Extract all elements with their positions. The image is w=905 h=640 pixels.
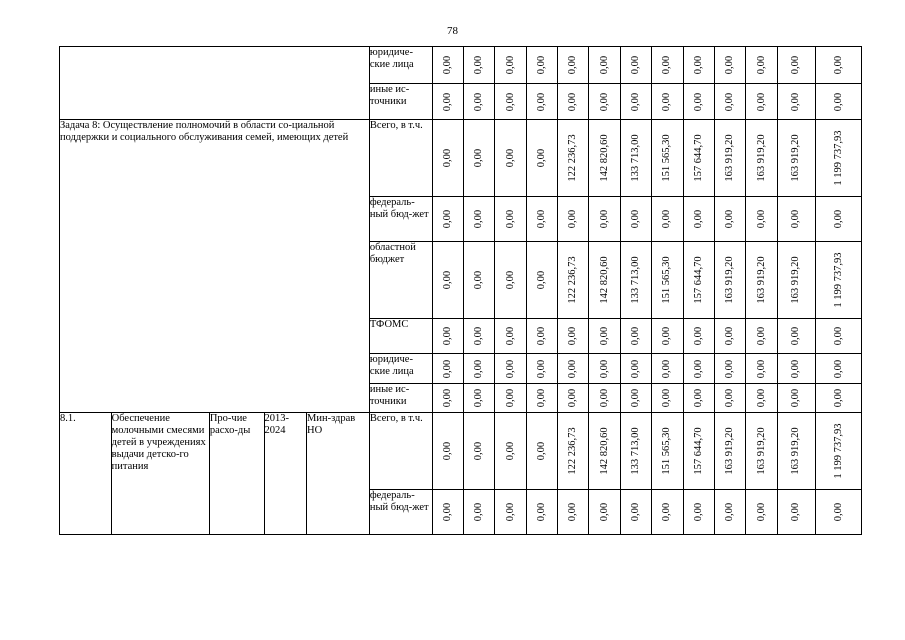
value-cell: [777, 490, 815, 535]
value-cell: [777, 47, 815, 84]
value-cell: [652, 490, 683, 535]
cell-value: 0,00: [630, 502, 642, 522]
value-cell: [526, 47, 557, 84]
value-cell: [463, 319, 494, 354]
value-cell: [652, 197, 683, 242]
cell-value: 163 919,20: [724, 427, 736, 475]
value-cell: [683, 242, 714, 319]
row-label: юридиче-ские лица: [369, 47, 432, 84]
value-cell: [683, 197, 714, 242]
cell-value: 0,00: [790, 502, 802, 522]
value-cell: [683, 319, 714, 354]
value-cell: [652, 354, 683, 384]
cell-value: 0,00: [504, 326, 516, 346]
value-cell: [558, 242, 589, 319]
value-cell: [620, 384, 651, 413]
value-cell: [816, 197, 862, 242]
cell-value: 0,00: [535, 92, 547, 111]
value-cell: [652, 242, 683, 319]
value-cell: [463, 120, 494, 197]
value-cell: [495, 354, 526, 384]
cell-value: 0,00: [473, 270, 485, 290]
cell-value: 122 236,73: [567, 256, 579, 304]
value-cell: [463, 47, 494, 84]
value-cell: [463, 384, 494, 413]
value-cell: [463, 413, 494, 490]
cell-value: 0,00: [832, 502, 844, 522]
value-cell: [558, 490, 589, 535]
cell-value: 0,00: [598, 388, 610, 408]
cell-value: 151 565,30: [661, 427, 673, 475]
value-cell: [683, 120, 714, 197]
cell-value: 0,00: [661, 209, 673, 229]
value-cell: [746, 490, 777, 535]
cell-value: 0,00: [535, 148, 547, 168]
value-cell: [777, 319, 815, 354]
cell-value: 0,00: [567, 209, 579, 229]
cell-value: 133 713,00: [630, 427, 642, 475]
value-cell: [620, 197, 651, 242]
value-cell: [495, 120, 526, 197]
cell-value: 0,00: [473, 388, 485, 408]
cell-value: 0,00: [535, 326, 547, 346]
cell-value: 0,00: [630, 359, 642, 378]
cell-value: 0,00: [755, 55, 767, 75]
cell-value: 0,00: [473, 92, 485, 111]
cell-value: 1 199 737,93: [832, 423, 844, 479]
value-cell: [432, 84, 463, 120]
item-period-cell: 2013-2024: [264, 413, 307, 535]
cell-value: 0,00: [630, 209, 642, 229]
cell-value: 0,00: [504, 502, 516, 522]
value-cell: [746, 197, 777, 242]
cell-value: 0,00: [692, 55, 704, 75]
cell-value: 0,00: [535, 441, 547, 461]
cell-value: 0,00: [661, 502, 673, 522]
cell-value: 0,00: [504, 55, 516, 75]
value-cell: [558, 120, 589, 197]
value-cell: [495, 384, 526, 413]
cell-value: 0,00: [567, 502, 579, 522]
cell-value: 0,00: [724, 92, 736, 111]
cell-value: 163 919,20: [790, 427, 802, 475]
cell-value: 0,00: [598, 55, 610, 75]
value-cell: [558, 384, 589, 413]
cell-value: 0,00: [504, 209, 516, 229]
cell-value: 0,00: [504, 148, 516, 168]
cell-value: 0,00: [598, 502, 610, 522]
value-cell: [526, 413, 557, 490]
value-cell: [558, 413, 589, 490]
value-cell: [589, 84, 620, 120]
value-cell: [495, 413, 526, 490]
value-cell: [620, 120, 651, 197]
value-cell: [652, 413, 683, 490]
cell-value: 0,00: [630, 55, 642, 75]
cell-value: 142 820,60: [598, 134, 610, 182]
value-cell: [432, 413, 463, 490]
value-cell: [463, 354, 494, 384]
value-cell: [620, 47, 651, 84]
cell-value: 163 919,20: [755, 427, 767, 475]
cell-value: 0,00: [441, 209, 453, 229]
cell-value: 0,00: [535, 502, 547, 522]
value-cell: [620, 354, 651, 384]
row-label: федераль-ный бюд-жет: [369, 490, 432, 535]
cell-value: 0,00: [473, 148, 485, 168]
cell-value: 0,00: [755, 388, 767, 408]
cell-value: 151 565,30: [661, 134, 673, 182]
cell-value: 0,00: [441, 148, 453, 168]
cell-value: 0,00: [755, 502, 767, 522]
value-cell: [495, 490, 526, 535]
cell-value: 0,00: [790, 209, 802, 229]
cell-value: 0,00: [504, 270, 516, 290]
row-label: областной бюджет: [369, 242, 432, 319]
cell-value: 0,00: [567, 92, 579, 111]
value-cell: [714, 384, 745, 413]
cell-value: 0,00: [567, 388, 579, 408]
cell-value: 0,00: [441, 502, 453, 522]
value-cell: [816, 490, 862, 535]
item-expense-cell: Про-чие расхо-ды: [209, 413, 264, 535]
value-cell: [526, 354, 557, 384]
cell-value: 0,00: [724, 502, 736, 522]
cell-value: 163 919,20: [755, 256, 767, 304]
value-cell: [777, 120, 815, 197]
cell-value: 0,00: [755, 359, 767, 378]
value-cell: [432, 384, 463, 413]
cell-value: 0,00: [473, 441, 485, 461]
value-cell: [463, 84, 494, 120]
cell-value: 133 713,00: [630, 256, 642, 304]
cell-value: 0,00: [692, 326, 704, 346]
cell-value: 0,00: [473, 359, 485, 378]
value-cell: [526, 242, 557, 319]
value-cell: [746, 242, 777, 319]
empty-header-cell: [60, 47, 370, 120]
cell-value: 0,00: [724, 326, 736, 346]
cell-value: 0,00: [755, 326, 767, 346]
value-cell: [495, 197, 526, 242]
cell-value: 0,00: [661, 388, 673, 408]
value-cell: [558, 47, 589, 84]
cell-value: 0,00: [504, 441, 516, 461]
cell-value: 0,00: [567, 55, 579, 75]
cell-value: 0,00: [598, 359, 610, 378]
cell-value: 0,00: [790, 326, 802, 346]
value-cell: [432, 242, 463, 319]
cell-value: 0,00: [441, 270, 453, 290]
page-number: 78: [447, 25, 458, 37]
value-cell: [683, 84, 714, 120]
value-cell: [589, 197, 620, 242]
cell-value: 0,00: [598, 92, 610, 111]
cell-value: 0,00: [473, 209, 485, 229]
value-cell: [589, 490, 620, 535]
value-cell: [816, 242, 862, 319]
cell-value: 133 713,00: [630, 134, 642, 182]
cell-value: 0,00: [661, 55, 673, 75]
cell-value: 0,00: [832, 359, 844, 378]
cell-value: 0,00: [473, 55, 485, 75]
cell-value: 163 919,20: [790, 134, 802, 182]
cell-value: 0,00: [441, 55, 453, 75]
cell-value: 0,00: [441, 388, 453, 408]
cell-value: 0,00: [692, 92, 704, 111]
cell-value: 0,00: [832, 326, 844, 346]
value-cell: [589, 413, 620, 490]
value-cell: [495, 319, 526, 354]
value-cell: [714, 354, 745, 384]
cell-value: 0,00: [692, 359, 704, 378]
item-name-cell: Обеспечение молочными смесями детей в учреждениях выдачи детско-го питания: [111, 413, 209, 535]
value-cell: [526, 490, 557, 535]
value-cell: [746, 84, 777, 120]
value-cell: [746, 413, 777, 490]
cell-value: 0,00: [755, 209, 767, 229]
value-cell: [746, 384, 777, 413]
value-cell: [652, 84, 683, 120]
value-cell: [816, 384, 862, 413]
cell-value: 0,00: [535, 55, 547, 75]
row-label: ТФОМС: [369, 319, 432, 354]
cell-value: 157 644,70: [692, 427, 704, 475]
value-cell: [746, 120, 777, 197]
row-label: Всего, в т.ч.: [369, 120, 432, 197]
cell-value: 0,00: [504, 359, 516, 378]
cell-value: 0,00: [661, 326, 673, 346]
value-cell: [589, 47, 620, 84]
cell-value: 0,00: [441, 92, 453, 111]
value-cell: [558, 354, 589, 384]
cell-value: 1 199 737,93: [832, 252, 844, 308]
value-cell: [589, 354, 620, 384]
table-row: [60, 413, 862, 490]
value-cell: [746, 319, 777, 354]
value-cell: [495, 242, 526, 319]
cell-value: 0,00: [832, 92, 844, 111]
cell-value: 0,00: [630, 388, 642, 408]
cell-value: 0,00: [535, 209, 547, 229]
value-cell: [620, 319, 651, 354]
value-cell: [714, 413, 745, 490]
value-cell: [683, 413, 714, 490]
cell-value: 0,00: [598, 209, 610, 229]
cell-value: 0,00: [441, 359, 453, 378]
row-label: иные ис-точники: [369, 384, 432, 413]
value-cell: [463, 197, 494, 242]
row-label: юридиче-ские лица: [369, 354, 432, 384]
value-cell: [777, 84, 815, 120]
value-cell: [620, 413, 651, 490]
cell-value: 0,00: [724, 209, 736, 229]
cell-value: 0,00: [598, 326, 610, 346]
value-cell: [683, 47, 714, 84]
table-row: [60, 47, 862, 84]
value-cell: [463, 490, 494, 535]
cell-value: 0,00: [832, 209, 844, 229]
cell-value: 0,00: [473, 326, 485, 346]
cell-value: 151 565,30: [661, 256, 673, 304]
cell-value: 0,00: [790, 359, 802, 378]
cell-value: 163 919,20: [755, 134, 767, 182]
cell-value: 0,00: [790, 92, 802, 111]
cell-value: 0,00: [535, 270, 547, 290]
value-cell: [816, 319, 862, 354]
cell-value: 0,00: [630, 326, 642, 346]
value-cell: [589, 384, 620, 413]
cell-value: 142 820,60: [598, 256, 610, 304]
value-cell: [620, 490, 651, 535]
cell-value: 0,00: [441, 441, 453, 461]
value-cell: [589, 319, 620, 354]
item-number-cell: 8.1.: [60, 413, 112, 535]
item-executor-cell: Мин-здрав НО: [307, 413, 370, 535]
value-cell: [495, 47, 526, 84]
cell-value: 0,00: [832, 388, 844, 408]
value-cell: [432, 354, 463, 384]
cell-value: 0,00: [504, 388, 516, 408]
cell-value: 0,00: [832, 55, 844, 75]
cell-value: 0,00: [724, 388, 736, 408]
value-cell: [526, 319, 557, 354]
value-cell: [777, 413, 815, 490]
value-cell: [777, 354, 815, 384]
value-cell: [777, 242, 815, 319]
cell-value: 0,00: [504, 92, 516, 111]
cell-value: 0,00: [790, 55, 802, 75]
cell-value: 0,00: [790, 388, 802, 408]
row-label: иные ис-точники: [369, 84, 432, 120]
cell-value: 157 644,70: [692, 134, 704, 182]
value-cell: [816, 354, 862, 384]
value-cell: [463, 242, 494, 319]
cell-value: 163 919,20: [790, 256, 802, 304]
value-cell: [714, 120, 745, 197]
value-cell: [432, 197, 463, 242]
cell-value: 122 236,73: [567, 427, 579, 475]
cell-value: 157 644,70: [692, 256, 704, 304]
value-cell: [652, 47, 683, 84]
cell-value: 0,00: [692, 388, 704, 408]
value-cell: [652, 120, 683, 197]
value-cell: [777, 197, 815, 242]
value-cell: [620, 242, 651, 319]
value-cell: [714, 84, 745, 120]
value-cell: [526, 120, 557, 197]
value-cell: [589, 120, 620, 197]
value-cell: [432, 120, 463, 197]
value-cell: [652, 384, 683, 413]
value-cell: [746, 47, 777, 84]
value-cell: [620, 84, 651, 120]
row-label: Всего, в т.ч.: [369, 413, 432, 490]
table-row: [60, 120, 862, 197]
cell-value: 0,00: [567, 326, 579, 346]
value-cell: [432, 490, 463, 535]
cell-value: 163 919,20: [724, 256, 736, 304]
value-cell: [558, 197, 589, 242]
cell-value: 163 919,20: [724, 134, 736, 182]
value-cell: [816, 413, 862, 490]
value-cell: [652, 319, 683, 354]
budget-table: [59, 46, 862, 535]
value-cell: [526, 384, 557, 413]
value-cell: [526, 84, 557, 120]
value-cell: [432, 319, 463, 354]
value-cell: [746, 354, 777, 384]
value-cell: [683, 490, 714, 535]
cell-value: 0,00: [661, 92, 673, 111]
cell-value: 0,00: [441, 326, 453, 346]
value-cell: [589, 242, 620, 319]
value-cell: [683, 354, 714, 384]
value-cell: [558, 84, 589, 120]
cell-value: 0,00: [567, 359, 579, 378]
cell-value: 0,00: [535, 388, 547, 408]
cell-value: 142 820,60: [598, 427, 610, 475]
value-cell: [495, 84, 526, 120]
cell-value: 0,00: [724, 55, 736, 75]
cell-value: 0,00: [724, 359, 736, 378]
value-cell: [714, 197, 745, 242]
value-cell: [714, 242, 745, 319]
value-cell: [816, 120, 862, 197]
cell-value: 0,00: [473, 502, 485, 522]
cell-value: 0,00: [692, 209, 704, 229]
cell-value: 0,00: [755, 92, 767, 111]
value-cell: [777, 384, 815, 413]
value-cell: [558, 319, 589, 354]
cell-value: 0,00: [535, 359, 547, 378]
value-cell: [714, 47, 745, 84]
cell-value: 0,00: [661, 359, 673, 378]
value-cell: [714, 319, 745, 354]
cell-value: 0,00: [692, 502, 704, 522]
value-cell: [816, 84, 862, 120]
task-title-cell: Задача 8: Осуществление полномочий в области со-циальной поддержки и социального обслуживания семей, имеющих детей: [60, 120, 370, 413]
value-cell: [714, 490, 745, 535]
value-cell: [816, 47, 862, 84]
value-cell: [526, 197, 557, 242]
row-label: федераль-ный бюд-жет: [369, 197, 432, 242]
cell-value: 122 236,73: [567, 134, 579, 182]
cell-value: 0,00: [630, 92, 642, 111]
cell-value: 1 199 737,93: [832, 130, 844, 186]
value-cell: [432, 47, 463, 84]
value-cell: [683, 384, 714, 413]
